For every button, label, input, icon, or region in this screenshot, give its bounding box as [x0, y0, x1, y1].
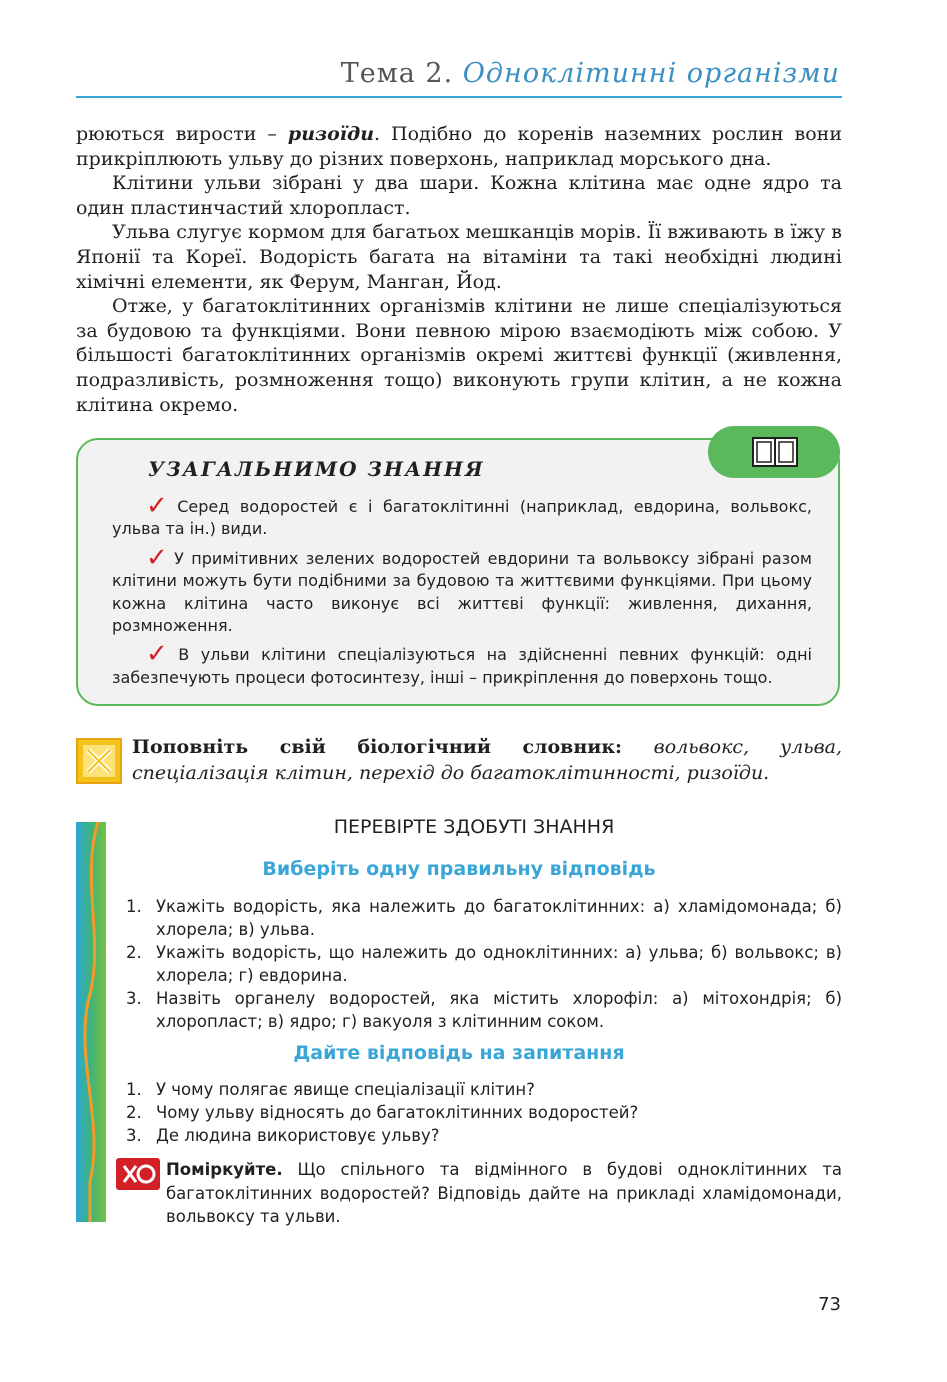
- checkmark-icon: ✓: [146, 542, 171, 573]
- summary-tab: [708, 426, 840, 478]
- summary-item: [112, 542, 812, 638]
- questions-choose: [124, 895, 842, 1033]
- book-icon: [752, 437, 798, 467]
- think-question: Що спільного та відмінного в будові одноклітинних та багатоклітинних водоростей? Відповідь дайте на прикладі хламідомонади, вольвоксу та ульви.: [166, 1160, 842, 1226]
- summary-item: [112, 491, 812, 541]
- list-item: [124, 987, 842, 1033]
- think-text: [166, 1158, 842, 1229]
- think-lead: Поміркуйте.: [166, 1160, 283, 1179]
- list-item: [124, 1101, 842, 1124]
- summary-item-text: Серед водоростей є і багатоклітинні (наприклад, евдорина, вольвокс, ульва та ін.) види.: [112, 497, 812, 539]
- question-text: Де людина використовує ульву?: [156, 1126, 440, 1145]
- question-text: У чому полягає явище спеціалізації клітин?: [156, 1080, 535, 1099]
- question-number: 3.: [126, 989, 142, 1008]
- page-number: 73: [818, 1294, 841, 1315]
- questions-open: [124, 1078, 842, 1147]
- decorative-stripe: [76, 822, 106, 1222]
- list-item: [124, 1124, 842, 1147]
- body-text: [76, 122, 842, 417]
- section-answer-questions: Дайте відповідь на запитання: [293, 1042, 625, 1064]
- question-number: 3.: [126, 1126, 142, 1145]
- header-topic: Одноклітинні організми: [462, 58, 840, 89]
- summary-item-text: В ульви клітини спеціалізуються на здійсненні певних функцій: одні забезпечують процеси фотосинтезу, інші – прикріплення до поверхонь тощо.: [112, 645, 812, 687]
- paragraph-3: Ульва слугує кормом для багатьох мешканців морів. Її вживають в їжу в Японії та Кореї. Водорість багата на вітаміни та такі необхідні людині хімічні елементи, як Ферум, Манган, Йод.: [76, 221, 842, 293]
- paragraph-1: [76, 122, 842, 171]
- summary-items: [112, 491, 812, 696]
- question-number: 1.: [126, 1080, 142, 1099]
- summary-item: [112, 639, 812, 689]
- paragraph-4: Отже, у багатоклітинних організмів клітини не лише спеціалізуються за будовою та функціями. Вони певною мірою взаємодіють між собою. У більшості багатоклітинних організмів окремі життєві функції (живлення, подразливість, розмноження тощо) виконують групи клітин, а не кожна клітина окремо.: [76, 295, 842, 416]
- question-text: Чому ульву відносять до багатоклітинних водоростей?: [156, 1103, 639, 1122]
- paragraph-2: Клітини ульви зібрані у два шари. Кожна клітина має одне ядро та один пластинчастий хлоропласт.: [76, 172, 842, 219]
- question-text: Укажіть водорість, яка належить до багатоклітинних: а) хламідомонада; б) хлорела; в) ульва.: [156, 897, 842, 939]
- think-icon: [116, 1158, 160, 1190]
- question-number: 2.: [126, 943, 142, 962]
- checkmark-icon: ✓: [146, 639, 175, 670]
- summary-box: [76, 438, 840, 706]
- header-title: [341, 58, 840, 89]
- summary-item-text: У примітивних зелених водоростей евдорини та вольвоксу зібрані разом клітини можуть бути подібними за будовою та життєвими функціями. При цьому кожна клітина часто виконує всі життєві функції: живлення, дихання, розмноження.: [112, 548, 812, 636]
- question-number: 2.: [126, 1103, 142, 1122]
- dictionary-lead: Поповніть свій біологічний словник:: [132, 736, 654, 758]
- list-item: [124, 895, 842, 941]
- check-title: ПЕРЕВІРТЕ ЗДОБУТІ ЗНАННЯ: [333, 816, 615, 838]
- dictionary-terms: вольвокс, ульва, спеціалізація клітин, перехід до багатоклітинності, ризоїди.: [132, 736, 842, 784]
- checkmark-icon: ✓: [146, 491, 174, 521]
- question-number: 1.: [126, 897, 142, 916]
- question-text: Укажіть водорість, що належить до одноклітинних: а) ульва; б) вольвокс; в) хлорела; г) евдорина.: [156, 943, 842, 985]
- list-item: [124, 1078, 842, 1101]
- paragraph-1-start: рюються вирости –: [76, 123, 288, 145]
- dictionary-text: [132, 734, 842, 786]
- term-rhizoids: ризоїди: [287, 123, 375, 145]
- summary-title: УЗАГАЛЬНИМО ЗНАННЯ: [148, 457, 485, 481]
- paragraph-1-rest: . Подібно до коренів наземних рослин вони прикріплюють ульву до різних поверхонь, наприклад морського дна.: [76, 123, 843, 170]
- list-item: [124, 941, 842, 987]
- page-header: [76, 56, 842, 98]
- dictionary-icon: [76, 738, 122, 784]
- section-choose-answer: Виберіть одну правильну відповідь: [262, 858, 656, 880]
- header-tema-label: Тема 2.: [340, 58, 454, 89]
- question-text: Назвіть органелу водоростей, яка містить хлорофіл: а) мітохондрія; б) хлоропласт; в) ядро; г) вакуоля з клітинним соком.: [156, 989, 842, 1031]
